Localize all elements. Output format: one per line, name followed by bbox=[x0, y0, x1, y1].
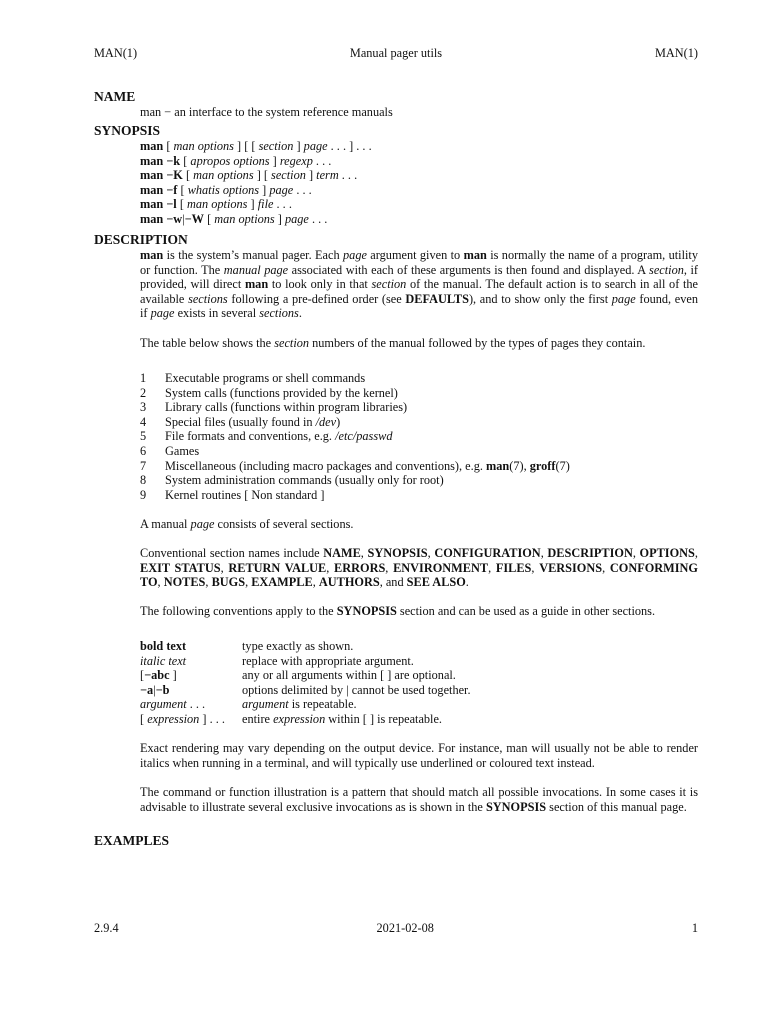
footer-date: 2021-02-08 bbox=[376, 921, 434, 935]
table-row: 7 Miscellaneous (including macro packages and conventions), e.g. man(7), groff(7) bbox=[140, 458, 570, 473]
section-heading-description: DESCRIPTION bbox=[94, 232, 188, 247]
description-paragraph-5: The following conventions apply to the SYNOPSIS section and can be used as a guide in other sections. bbox=[140, 604, 656, 618]
synopsis-line: man −f [ whatis options ] page . . . bbox=[140, 182, 312, 197]
footer-page-number: 1 bbox=[691, 921, 698, 935]
header-right: MAN(1) bbox=[654, 46, 698, 60]
synopsis-line: man [ man options ] [ [ section ] page . . . ] . . . bbox=[140, 139, 372, 153]
table-row: [−abc ] any or all arguments within [ ] are optional. bbox=[140, 668, 456, 683]
table-row: [ expression ] . . . entire expression within [ ] is repeatable. bbox=[140, 711, 442, 726]
section-heading-name: NAME bbox=[94, 89, 136, 104]
description-paragraph-1: man is the system’s manual pager. Each page argument given to man is normally the name of a program, utility or function. The manual page associated with each of these arguments is then found and displayed. A section, if provided, will direct man to look only in that section of the manual. The default action is to search in all of the available sections following a pre-defined order (see DEFAULTS), and to show only the first page found, even if page exists in several sections. bbox=[140, 248, 699, 321]
table-row: 6 Games bbox=[140, 443, 200, 458]
table-row: 8 System administration commands (usually only for root) bbox=[140, 473, 444, 488]
description-paragraph-7: The command or function illustration is a pattern that should match all possible invocations. In some cases it is advisable to illustrate several exclusive invocations as is shown in the SYNOPSIS section of this manual page. bbox=[140, 785, 698, 814]
footer-version: 2.9.4 bbox=[94, 921, 119, 935]
synopsis-line: man −w|−W [ man options ] page . . . bbox=[140, 211, 328, 226]
table-row: 5 File formats and conventions, e.g. /etc/passwd bbox=[140, 429, 393, 444]
header-center: Manual pager utils bbox=[349, 46, 443, 60]
table-row: 2 System calls (functions provided by the kernel) bbox=[140, 385, 398, 400]
synopsis-block bbox=[140, 139, 698, 227]
description-paragraph-4: Conventional section names include NAME, SYNOPSIS, CONFIGURATION, DESCRIPTION, OPTIONS, EXIT STATUS, RETURN VALUE, ERRORS, ENVIRONMENT, FILES, VERSIONS, CONFORMING TO, NOTES, BUGS, EXAMPLE, AUTHORS, and SEE ALSO. bbox=[140, 546, 698, 590]
page-footer bbox=[94, 921, 698, 937]
table-row: −a|−b options delimited by | cannot be used together. bbox=[140, 682, 471, 697]
description-paragraph-6: Exact rendering may vary depending on the output device. For instance, man will usually not be able to render italics when running in a terminal, and will typically use underlined or coloured text instead. bbox=[140, 741, 698, 770]
table-row: 1 Executable programs or shell commands bbox=[140, 371, 366, 385]
description-paragraph-3: A manual page consists of several sections. bbox=[140, 517, 354, 531]
conventions-table bbox=[140, 639, 698, 727]
table-row: italic text replace with appropriate argument. bbox=[140, 653, 414, 668]
name-text: man − an interface to the system reference manuals bbox=[140, 105, 393, 119]
page-header bbox=[94, 46, 698, 62]
table-row: 4 Special files (usually found in /dev) bbox=[140, 414, 341, 429]
synopsis-line: man −K [ man options ] [ section ] term . . . bbox=[140, 168, 358, 183]
section-heading-examples: EXAMPLES bbox=[94, 833, 170, 848]
table-row: 9 Kernel routines [ Non standard ] bbox=[140, 487, 325, 502]
synopsis-line: man −k [ apropos options ] regexp . . . bbox=[140, 153, 332, 168]
table-row: 3 Library calls (functions within program libraries) bbox=[140, 400, 408, 415]
table-row: argument . . . argument is repeatable. bbox=[140, 697, 357, 712]
section-heading-synopsis: SYNOPSIS bbox=[94, 123, 161, 138]
table-row: bold text type exactly as shown. bbox=[140, 639, 354, 653]
section-numbers-table bbox=[140, 371, 698, 502]
description-paragraph-2: The table below shows the section numbers of the manual followed by the types of pages they contain. bbox=[140, 336, 646, 350]
header-left: MAN(1) bbox=[94, 46, 138, 60]
synopsis-line: man −l [ man options ] file . . . bbox=[140, 197, 292, 212]
